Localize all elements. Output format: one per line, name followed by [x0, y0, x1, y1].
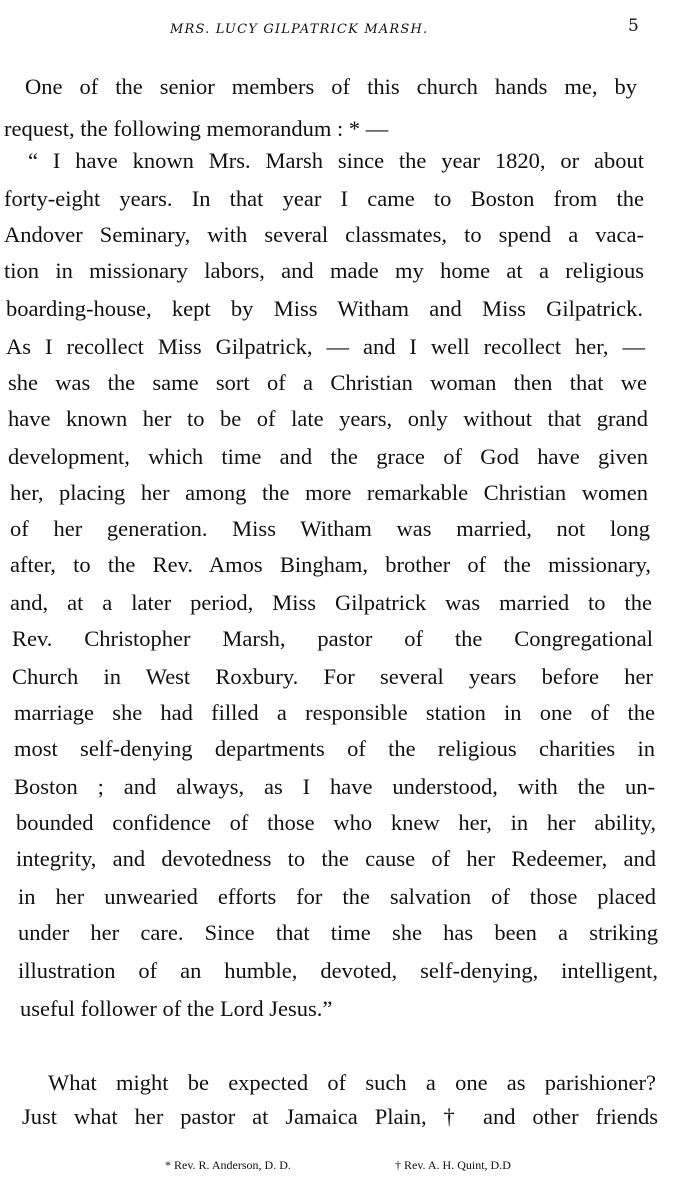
text-line: development, which time and the grace of God have given — [8, 444, 648, 469]
text-line: of her generation. Miss Witham was married, not long — [10, 516, 650, 541]
text-line: “ I have known Mrs. Marsh since the year 1820, or about — [28, 148, 644, 173]
text-line: forty-eight years. In that year I came to Boston from the — [4, 186, 644, 211]
running-title: MRS. LUCY GILPATRICK MARSH. — [170, 22, 429, 37]
text-line: in her unwearied efforts for the salvation of those placed — [18, 884, 656, 909]
text-line: boarding-house, kept by Miss Witham and Miss Gilpatrick. — [6, 296, 643, 321]
text-line: have known her to be of late years, only without that grand — [8, 406, 648, 431]
footnote-anderson: * Rev. R. Anderson, D. D. — [165, 1158, 291, 1172]
text-line: most self-denying departments of the religious charities in — [14, 736, 655, 761]
page-number: 5 — [628, 16, 639, 36]
text-line: Rev. Christopher Marsh, pastor of the Congregational — [12, 626, 653, 651]
page-header — [0, 16, 687, 42]
footnotes — [0, 1158, 687, 1178]
text-line: marriage she had filled a responsible station in one of the — [14, 700, 655, 725]
text-line: Boston ; and always, as I have understood, with the un- — [14, 774, 655, 799]
text-line: Church in West Roxbury. For several years before her — [12, 664, 653, 689]
text-line: integrity, and devotedness to the cause of her Redeemer, and — [16, 846, 656, 871]
text-line: after, to the Rev. Amos Bingham, brother of the missionary, — [10, 552, 651, 577]
text-line: under her care. Since that time she has been a striking — [18, 920, 658, 945]
text-line: she was the same sort of a Christian woman then that we — [8, 370, 647, 395]
text-line: her, placing her among the more remarkable Christian women — [10, 480, 648, 505]
text-line: As I recollect Miss Gilpatrick, — and I well recollect her, — — [6, 334, 645, 359]
text-line: and, at a later period, Miss Gilpatrick was married to the — [10, 590, 652, 615]
text-line: request, the following memorandum : * — — [4, 116, 389, 141]
text-line: tion in missionary labors, and made my home at a religious — [4, 258, 644, 283]
text-line: useful follower of the Lord Jesus.” — [20, 996, 333, 1021]
text-line: Just what her pastor at Jamaica Plain, † and other friends — [22, 1104, 658, 1129]
footnote-quint: † Rev. A. H. Quint, D.D — [395, 1158, 511, 1172]
text-line: What might be expected of such a one as parishioner? — [48, 1070, 656, 1095]
text-line: bounded confidence of those who knew her, in her ability, — [16, 810, 656, 835]
text-line: Andover Seminary, with several classmates, to spend a vaca- — [4, 222, 644, 247]
text-line: One of the senior members of this church hands me, by — [25, 74, 637, 99]
text-line: illustration of an humble, devoted, self-denying, intelligent, — [18, 958, 658, 983]
